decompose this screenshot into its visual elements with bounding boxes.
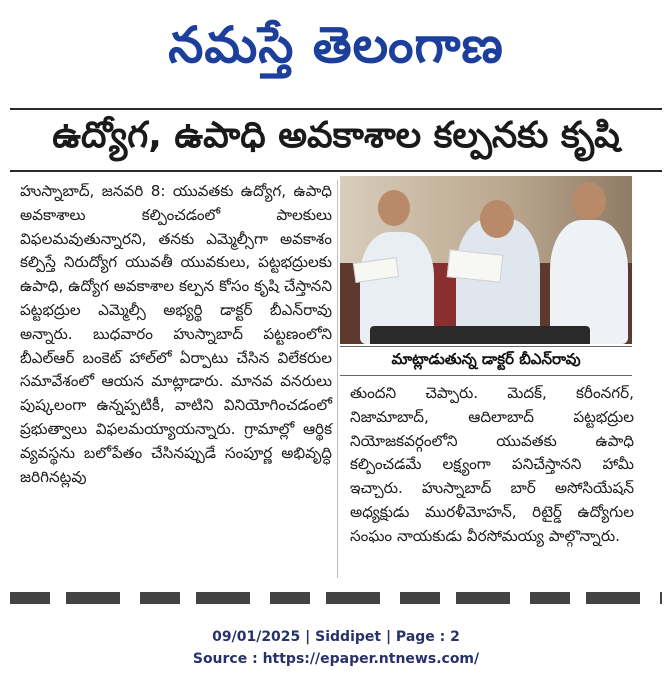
article-left-column xyxy=(20,180,332,489)
top-rule xyxy=(10,108,662,110)
next-article-edge xyxy=(10,592,662,604)
newspaper-title: నమస్తే తెలంగాణ xyxy=(168,16,504,74)
edition-info: 09/01/2025 | Siddipet | Page : 2 xyxy=(212,629,460,645)
photo-caption: మాట్లాడుతున్న డాక్టర్ బీఎన్‌రావు xyxy=(340,346,632,376)
article-body-right: తుందని చెప్పారు. మెదక్, కరీంనగర్, నిజామాబాద్, ఆదిలాబాద్ పట్టభద్రుల నియోజకవర్గంలోని యువతకు ఉపాధి కల్పించడమే లక్ష్యంగా పనిచేస్తానని హామీ ఇచ్చారు. హుస్నాబాద్ బార్ అసోసియేషన్ అధ్యక్షుడు మురళీమోహన్, రిటైర్డ్ ఉద్యోగుల సంఘం నాయకుడు వీరసోమయ్య పాల్గొన్నారు. xyxy=(350,384,634,545)
masthead xyxy=(0,0,672,90)
paper-sheet xyxy=(447,249,504,282)
article-photo xyxy=(340,176,632,344)
page-footer xyxy=(0,626,672,670)
article-headline: ఉద్యోగ, ఉపాధి అవకాశాల కల్పనకు కృషి xyxy=(52,115,620,156)
article-right-column xyxy=(350,382,634,549)
source-link[interactable]: Source : https://epaper.ntnews.com/ xyxy=(192,651,480,667)
column-divider xyxy=(337,180,338,578)
headline-rule xyxy=(10,170,662,172)
article-body-left: హుస్నాబాద్, జనవరి 8: యువతకు ఉద్యోగ, ఉపాధి అవకాశాలు కల్పించడంలో పాలకులు విఫలమవుతున్నారని, తనకు ఎమ్మెల్సీగా అవకాశం కల్పిస్తే నిరుద్యోగ యువతీ యువకులు, పట్టభద్రులకు ఉపాధి, ఉద్యోగ అవకాశాల కల్పన కోసం కృషి చేస్తానని పట్టభద్రుల ఎమ్మెల్సీ అభ్యర్థి డాక్టర్ బీఎన్‌రావు అన్నారు. బుధవారం హుస్నాబాద్ పట్టణంలోని బీఎల్ఆర్ బంకెట్ హాల్‌లో ఏర్పాటు చేసిన విలేకరుల సమావేశంలో ఆయన మాట్లాడారు. మానవ వనరులు పుష్కలంగా ఉన్నప్పటికీ, వాటిని వినియోగించడంలో ప్రభుత్వాలు విఫలమయ్యాయన్నారు. గ్రామాల్లో ఆర్థిక వ్యవస్థను బలోపేతం చేసినప్పుడే సంపూర్ణ అభివృద్ధి జరిగినట్లవు xyxy=(20,182,332,486)
microphones xyxy=(370,326,590,344)
